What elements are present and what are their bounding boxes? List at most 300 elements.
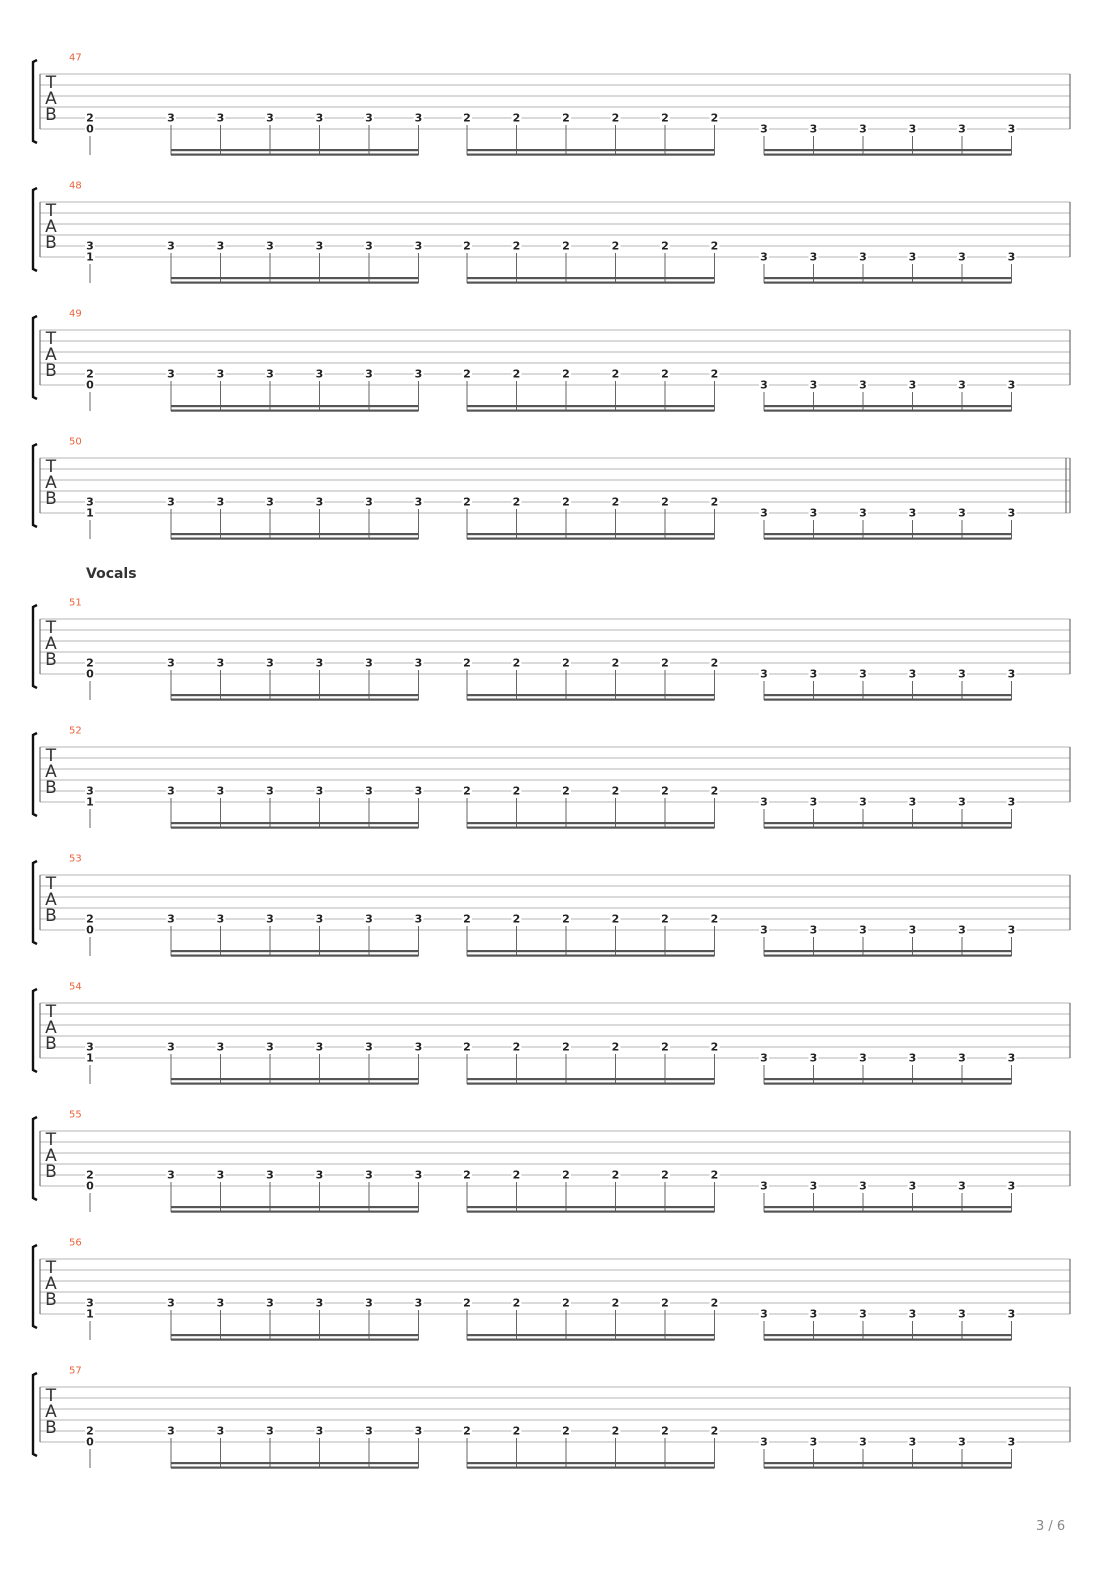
fret-number: 3: [1007, 923, 1016, 937]
fret-number: 3: [266, 1168, 274, 1182]
fret-number: 2: [463, 784, 471, 798]
fret-number: 3: [266, 111, 274, 125]
fret-number: 2: [86, 1424, 94, 1438]
beam: [171, 1467, 419, 1469]
fret-number: 3: [216, 111, 225, 125]
beam: [171, 1078, 419, 1080]
fret-number: 3: [216, 1040, 225, 1054]
fret-number: 3: [167, 367, 175, 381]
fret-number: 3: [167, 912, 175, 926]
measure-number: 53: [69, 853, 82, 865]
fret-number: 3: [365, 367, 373, 381]
fret-number: 3: [908, 1435, 917, 1449]
tab-system-55: [33, 1110, 1070, 1213]
fret-number: 3: [859, 1051, 867, 1065]
tab-clef-letter-a: A: [45, 1018, 57, 1038]
fret-number: 3: [760, 923, 768, 937]
beam: [764, 1339, 1012, 1341]
fret-number: 3: [365, 912, 373, 926]
tab-clef-letter-b: B: [45, 233, 57, 253]
fret-number: 2: [512, 784, 521, 798]
fret-number: 2: [710, 367, 719, 381]
system-bracket: [33, 861, 37, 944]
fret-number: 3: [859, 506, 867, 520]
fret-number: 3: [958, 795, 966, 809]
beam: [764, 1462, 1012, 1464]
fret-number: 2: [661, 495, 669, 509]
system-bracket: [33, 1373, 37, 1456]
tab-system-53: [33, 854, 1070, 957]
system-bracket: [33, 188, 37, 271]
system-bracket: [33, 1117, 37, 1200]
fret-number: 3: [414, 1168, 423, 1182]
measure-number: 50: [69, 436, 82, 448]
fret-number: 3: [809, 1051, 818, 1065]
beam: [467, 1462, 715, 1464]
beam: [171, 699, 419, 701]
fret-number: 3: [365, 1424, 373, 1438]
fret-number: 2: [562, 111, 570, 125]
beam: [764, 538, 1012, 540]
beam: [764, 694, 1012, 696]
fret-number: 3: [167, 1168, 175, 1182]
fret-number: 2: [611, 912, 620, 926]
tab-clef-letter-t: T: [45, 73, 57, 93]
fret-number: 2: [463, 239, 471, 253]
fret-number: 3: [859, 795, 867, 809]
beam: [764, 1206, 1012, 1208]
fret-number: 3: [315, 912, 324, 926]
fret-number: 3: [859, 378, 867, 392]
fret-number: 3: [908, 250, 917, 264]
beam: [467, 694, 715, 696]
fret-number: 3: [760, 667, 768, 681]
tab-clef-letter-t: T: [45, 201, 57, 221]
fret-number: 2: [611, 495, 620, 509]
fret-number: 0: [86, 378, 94, 392]
fret-number: 2: [463, 1424, 471, 1438]
fret-number: 3: [908, 122, 917, 136]
fret-number: 3: [365, 1168, 373, 1182]
fret-number: 0: [86, 1435, 94, 1449]
fret-number: 2: [86, 1168, 94, 1182]
fret-number: 3: [958, 1307, 966, 1321]
fret-number: 2: [611, 239, 620, 253]
fret-number: 3: [414, 495, 423, 509]
fret-number: 2: [463, 656, 471, 670]
fret-number: 2: [710, 656, 719, 670]
fret-number: 3: [315, 239, 324, 253]
fret-number: 3: [266, 1424, 274, 1438]
fret-number: 3: [1007, 1051, 1016, 1065]
fret-number: 3: [859, 1179, 867, 1193]
fret-number: 2: [463, 1296, 471, 1310]
fret-number: 3: [315, 656, 324, 670]
fret-number: 3: [167, 1424, 175, 1438]
fret-number: 3: [365, 111, 373, 125]
tab-clef-letter-a: A: [45, 1274, 57, 1294]
fret-number: 3: [958, 667, 966, 681]
fret-number: 2: [86, 111, 94, 125]
fret-number: 3: [266, 1296, 274, 1310]
fret-number: 2: [611, 1424, 620, 1438]
tab-clef-letter-t: T: [45, 746, 57, 766]
beam: [764, 410, 1012, 412]
measure-number: 54: [69, 981, 82, 993]
tab-clef-letter-t: T: [45, 1258, 57, 1278]
beam: [467, 282, 715, 284]
tab-clef-letter-b: B: [45, 650, 57, 670]
fret-number: 3: [958, 250, 966, 264]
fret-number: 2: [661, 1040, 669, 1054]
fret-number: 3: [809, 122, 818, 136]
fret-number: 2: [463, 111, 471, 125]
tab-system-54: [33, 982, 1070, 1085]
beam: [764, 1467, 1012, 1469]
beam: [764, 1083, 1012, 1085]
beam: [467, 149, 715, 151]
fret-number: 3: [908, 378, 917, 392]
beam: [467, 1206, 715, 1208]
beam: [467, 699, 715, 701]
fret-number: 1: [86, 1051, 94, 1065]
fret-number: 2: [611, 1296, 620, 1310]
fret-number: 3: [958, 506, 966, 520]
tab-clef-letter-t: T: [45, 874, 57, 894]
tab-clef-letter-a: A: [45, 634, 57, 654]
fret-number: 2: [611, 656, 620, 670]
tab-clef-letter-a: A: [45, 89, 57, 109]
fret-number: 2: [611, 1168, 620, 1182]
fret-number: 3: [414, 1040, 423, 1054]
fret-number: 2: [661, 656, 669, 670]
system-bracket: [33, 316, 37, 399]
fret-number: 2: [661, 784, 669, 798]
beam: [467, 1334, 715, 1336]
fret-number: 3: [216, 1168, 225, 1182]
fret-number: 0: [86, 122, 94, 136]
tab-clef-letter-t: T: [45, 457, 57, 477]
beam: [467, 1211, 715, 1213]
fret-number: 3: [266, 1040, 274, 1054]
beam: [764, 1078, 1012, 1080]
fret-number: 3: [809, 1179, 818, 1193]
fret-number: 3: [266, 367, 274, 381]
tab-clef-letter-a: A: [45, 473, 57, 493]
fret-number: 2: [562, 239, 570, 253]
fret-number: 2: [463, 1168, 471, 1182]
system-bracket: [33, 733, 37, 816]
fret-number: 3: [760, 1307, 768, 1321]
beam: [764, 533, 1012, 535]
fret-number: 3: [958, 923, 966, 937]
fret-number: 1: [86, 250, 94, 264]
beam: [764, 1334, 1012, 1336]
beam: [171, 149, 419, 151]
fret-number: 3: [1007, 378, 1016, 392]
fret-number: 3: [365, 1040, 373, 1054]
fret-number: 3: [1007, 667, 1016, 681]
fret-number: 2: [463, 367, 471, 381]
fret-number: 2: [562, 495, 570, 509]
tab-clef-letter-a: A: [45, 217, 57, 237]
fret-number: 3: [414, 1296, 423, 1310]
fret-number: 3: [760, 122, 768, 136]
tab-clef-letter-b: B: [45, 1418, 57, 1438]
fret-number: 0: [86, 667, 94, 681]
measure-number: 47: [69, 52, 82, 64]
tab-clef-letter-b: B: [45, 105, 57, 125]
tab-system-51: [33, 598, 1070, 701]
fret-number: 1: [86, 795, 94, 809]
fret-number: 2: [710, 784, 719, 798]
tab-clef-letter-a: A: [45, 345, 57, 365]
tab-system-57: [33, 1366, 1070, 1469]
fret-number: 3: [809, 506, 818, 520]
tab-clef-letter-b: B: [45, 361, 57, 381]
section-label-vocals: Vocals: [86, 566, 137, 582]
fret-number: 3: [167, 656, 175, 670]
beam: [764, 405, 1012, 407]
fret-number: 2: [661, 1296, 669, 1310]
fret-number: 3: [908, 1179, 917, 1193]
fret-number: 1: [86, 506, 94, 520]
fret-number: 3: [859, 667, 867, 681]
fret-number: 3: [809, 1307, 818, 1321]
fret-number: 2: [512, 1168, 521, 1182]
tab-clef-letter-t: T: [45, 1130, 57, 1150]
fret-number: 3: [760, 795, 768, 809]
tab-clef-letter-b: B: [45, 1290, 57, 1310]
fret-number: 3: [958, 1435, 966, 1449]
fret-number: 3: [315, 784, 324, 798]
page-number: 3 / 6: [1036, 1519, 1066, 1534]
fret-number: 2: [611, 111, 620, 125]
tab-clef-letter-b: B: [45, 906, 57, 926]
fret-number: 2: [611, 367, 620, 381]
beam: [171, 154, 419, 156]
beam: [764, 827, 1012, 829]
fret-number: 3: [1007, 122, 1016, 136]
fret-number: 3: [760, 1435, 768, 1449]
fret-number: 3: [414, 912, 423, 926]
fret-number: 2: [661, 1168, 669, 1182]
beam: [171, 538, 419, 540]
beam: [764, 277, 1012, 279]
beam: [171, 950, 419, 952]
fret-number: 3: [760, 506, 768, 520]
beam: [764, 699, 1012, 701]
fret-number: 2: [611, 1040, 620, 1054]
measure-number: 55: [69, 1109, 82, 1121]
fret-number: 3: [266, 495, 274, 509]
fret-number: 3: [266, 656, 274, 670]
fret-number: 3: [167, 784, 175, 798]
fret-number: 3: [365, 239, 373, 253]
fret-number: 3: [859, 1435, 867, 1449]
beam: [171, 1334, 419, 1336]
tab-clef-letter-a: A: [45, 1402, 57, 1422]
beam: [467, 950, 715, 952]
beam: [764, 149, 1012, 151]
fret-number: 2: [661, 1424, 669, 1438]
fret-number: 3: [216, 239, 225, 253]
fret-number: 1: [86, 1307, 94, 1321]
tab-system-52: [33, 726, 1070, 829]
fret-number: 3: [216, 912, 225, 926]
fret-number: 3: [908, 795, 917, 809]
beam: [171, 533, 419, 535]
fret-number: 3: [216, 1424, 225, 1438]
fret-number: 3: [414, 367, 423, 381]
system-bracket: [33, 989, 37, 1072]
beam: [764, 822, 1012, 824]
fret-number: 2: [86, 656, 94, 670]
fret-number: 3: [365, 1296, 373, 1310]
fret-number: 2: [562, 1040, 570, 1054]
fret-number: 3: [315, 1424, 324, 1438]
fret-number: 3: [809, 667, 818, 681]
fret-number: 2: [512, 656, 521, 670]
fret-number: 3: [86, 784, 94, 798]
tab-clef-letter-b: B: [45, 778, 57, 798]
fret-number: 2: [463, 912, 471, 926]
fret-number: 3: [167, 111, 175, 125]
fret-number: 3: [809, 1435, 818, 1449]
measure-number: 56: [69, 1237, 82, 1249]
fret-number: 2: [562, 1296, 570, 1310]
beam: [467, 277, 715, 279]
fret-number: 2: [710, 1040, 719, 1054]
fret-number: 3: [908, 1307, 917, 1321]
fret-number: 3: [86, 1040, 94, 1054]
fret-number: 3: [315, 495, 324, 509]
fret-number: 3: [414, 656, 423, 670]
tab-clef-letter-b: B: [45, 1162, 57, 1182]
measure-number: 52: [69, 725, 82, 737]
measure-number: 49: [69, 308, 82, 320]
tab-clef-letter-b: B: [45, 1034, 57, 1054]
fret-number: 2: [562, 1168, 570, 1182]
fret-number: 3: [760, 1051, 768, 1065]
tab-system-49: [33, 309, 1070, 412]
system-bracket: [33, 605, 37, 688]
fret-number: 3: [760, 250, 768, 264]
fret-number: 3: [266, 239, 274, 253]
system-bracket: [33, 60, 37, 143]
fret-number: 3: [1007, 506, 1016, 520]
fret-number: 3: [1007, 1179, 1016, 1193]
fret-number: 2: [710, 1168, 719, 1182]
fret-number: 2: [710, 912, 719, 926]
fret-number: 3: [809, 923, 818, 937]
fret-number: 3: [86, 239, 94, 253]
beam: [764, 950, 1012, 952]
fret-number: 3: [167, 1040, 175, 1054]
fret-number: 3: [809, 378, 818, 392]
fret-number: 3: [216, 367, 225, 381]
fret-number: 3: [1007, 250, 1016, 264]
tab-clef-letter-t: T: [45, 618, 57, 638]
fret-number: 3: [266, 784, 274, 798]
fret-number: 2: [710, 1424, 719, 1438]
tab-clef-letter-b: B: [45, 489, 57, 509]
fret-number: 3: [365, 784, 373, 798]
fret-number: 3: [760, 1179, 768, 1193]
fret-number: 3: [958, 378, 966, 392]
fret-number: 3: [365, 495, 373, 509]
fret-number: 3: [908, 506, 917, 520]
beam: [467, 538, 715, 540]
beam: [171, 410, 419, 412]
fret-number: 3: [216, 784, 225, 798]
fret-number: 2: [562, 1424, 570, 1438]
tab-clef-letter-a: A: [45, 890, 57, 910]
tab-clef-letter-t: T: [45, 1386, 57, 1406]
fret-number: 3: [859, 122, 867, 136]
fret-number: 0: [86, 923, 94, 937]
fret-number: 3: [216, 1296, 225, 1310]
fret-number: 2: [611, 784, 620, 798]
fret-number: 2: [562, 912, 570, 926]
fret-number: 2: [86, 367, 94, 381]
fret-number: 2: [710, 1296, 719, 1310]
tab-system-50: [33, 437, 1070, 540]
fret-number: 2: [512, 495, 521, 509]
beam: [467, 827, 715, 829]
fret-number: 2: [562, 784, 570, 798]
fret-number: 2: [661, 239, 669, 253]
fret-number: 3: [86, 1296, 94, 1310]
fret-number: 2: [512, 111, 521, 125]
beam: [467, 1339, 715, 1341]
fret-number: 0: [86, 1179, 94, 1193]
beam: [764, 154, 1012, 156]
beam: [467, 1083, 715, 1085]
tab-clef-letter-t: T: [45, 329, 57, 349]
fret-number: 2: [661, 367, 669, 381]
fret-number: 3: [315, 1040, 324, 1054]
beam: [171, 827, 419, 829]
measure-number: 51: [69, 597, 82, 609]
measure-number: 48: [69, 180, 82, 192]
fret-number: 3: [760, 378, 768, 392]
fret-number: 3: [167, 495, 175, 509]
fret-number: 2: [463, 1040, 471, 1054]
fret-number: 3: [414, 1424, 423, 1438]
fret-number: 3: [859, 250, 867, 264]
fret-number: 3: [859, 1307, 867, 1321]
fret-number: 3: [809, 795, 818, 809]
fret-number: 2: [562, 656, 570, 670]
beam: [467, 410, 715, 412]
fret-number: 2: [512, 367, 521, 381]
beam: [171, 277, 419, 279]
fret-number: 2: [661, 912, 669, 926]
beam: [764, 1211, 1012, 1213]
fret-number: 3: [859, 923, 867, 937]
beam: [171, 955, 419, 957]
fret-number: 3: [908, 667, 917, 681]
beam: [467, 955, 715, 957]
fret-number: 3: [167, 239, 175, 253]
fret-number: 3: [167, 1296, 175, 1310]
fret-number: 3: [958, 1179, 966, 1193]
tab-system-56: [33, 1238, 1070, 1341]
fret-number: 3: [315, 367, 324, 381]
system-bracket: [33, 1245, 37, 1328]
beam: [764, 282, 1012, 284]
